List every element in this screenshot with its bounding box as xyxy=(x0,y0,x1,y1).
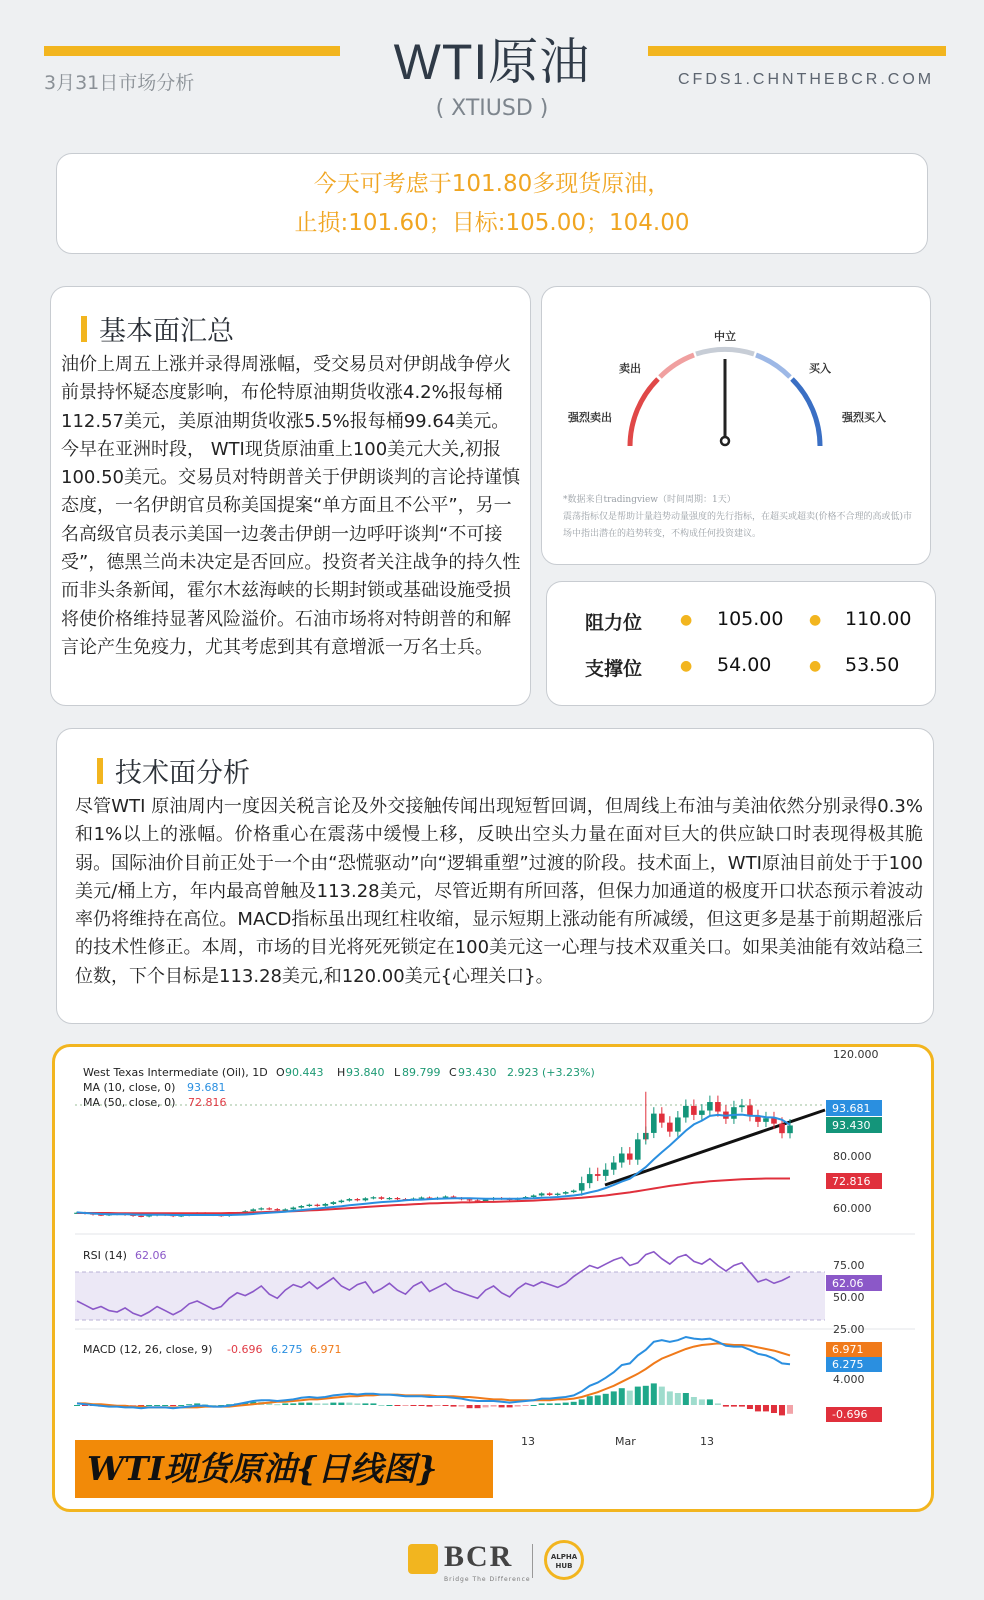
bullet-dot: ● xyxy=(809,658,822,674)
fundamentals-title: 基本面汇总 xyxy=(99,316,234,347)
macd-histogram-bar xyxy=(763,1405,769,1411)
macd-histogram-bar xyxy=(178,1405,184,1406)
ohlc-close-label: C xyxy=(449,1066,457,1079)
fundamentals-heading xyxy=(81,309,234,348)
gauge-arc-sell-soft xyxy=(660,355,694,377)
candle-body xyxy=(467,1199,473,1200)
candle-body xyxy=(627,1154,633,1160)
macd-histogram-bar xyxy=(443,1405,449,1406)
gauge-label-strong-buy: 强烈买入 xyxy=(842,411,886,424)
candle-body xyxy=(379,1197,385,1199)
macd-tick-4: 4.000 xyxy=(833,1373,865,1386)
candle-body xyxy=(579,1183,585,1190)
chart-caption-banner: WTI现货原油{日线图} xyxy=(75,1440,493,1498)
macd-histogram-bar xyxy=(410,1405,416,1406)
macd-histogram-bar xyxy=(611,1391,617,1405)
macd-histogram-bar xyxy=(322,1403,328,1405)
fundamentals-text: 油价上周五上涨并录得周涨幅，受交易员对伊朗战争停火前景持怀疑态度影响，布伦特原油期货收涨4.2%报每桶112.57美元，美原油期货收涨5.5%报每桶99.64美元。今早在亚洲时段， WTI现货原油重上100美元大关,初报100.50美元。交易员对特朗普关于伊朗谈判的言论持谨慎态度，一名伊朗官员称美国提案“单方面且不公平”，另一名高级官员表示美国一边袭击伊朗一边呼吁谈判“不可接受”，德黑兰尚未决定是否回应。投资者关注战争的持久性而非头条新闻，霍尔木兹海峡的长期封锁或基础设施受损将使价格维持显著风险溢价。石油市场将对特朗普的和解言论产生免疫力，尤其考虑到其有意增派一万名士兵。 xyxy=(61,354,521,658)
recommendation-line-2: 止损:101.60；目标:105.00；104.00 xyxy=(294,210,690,236)
ma50-tag: 72.816 xyxy=(832,1175,871,1188)
macd-histogram-bar xyxy=(523,1405,529,1406)
rsi-tick-50: 50.00 xyxy=(833,1291,865,1304)
ma50-label: MA (50, close, 0) xyxy=(83,1096,176,1109)
ohlc-open-label: O xyxy=(276,1066,285,1079)
candle-body xyxy=(779,1124,785,1134)
macd-histogram-bar xyxy=(587,1396,593,1405)
macd-histogram-bar xyxy=(394,1405,400,1406)
macd-histogram-bar xyxy=(659,1387,665,1405)
rsi-value: 62.06 xyxy=(135,1249,167,1262)
ma10-tag: 93.681 xyxy=(832,1102,871,1115)
macd-histogram-bar xyxy=(186,1404,192,1405)
candle-body xyxy=(395,1198,401,1199)
support-resistance-card xyxy=(546,581,936,706)
macd-histogram-bar xyxy=(515,1405,521,1407)
footer-brand xyxy=(0,1538,984,1588)
heading-accent-bar xyxy=(97,758,103,784)
ohlc-open: 90.443 xyxy=(285,1066,324,1079)
heading-accent-bar xyxy=(81,316,87,342)
macd-histogram-bar xyxy=(563,1403,569,1405)
macd-histogram-bar xyxy=(723,1405,729,1407)
gauge-label-sell: 卖出 xyxy=(619,362,641,375)
last-price-tag: 93.430 xyxy=(832,1119,871,1132)
macd-histogram-bar xyxy=(290,1403,296,1405)
candle-body xyxy=(339,1201,345,1203)
macd-histogram-bar xyxy=(314,1403,320,1405)
macd-histogram-bar xyxy=(354,1403,360,1405)
macd-signal-tag: 6.971 xyxy=(832,1343,864,1356)
candle-body xyxy=(635,1139,641,1159)
macd-line-tag: 6.275 xyxy=(832,1358,864,1371)
ticker-symbol: ( XTIUSD ) xyxy=(435,96,549,121)
candle-body xyxy=(587,1174,593,1183)
site-url: CFDS1.CHNTHEBCR.COM xyxy=(678,71,935,88)
gauge-pivot xyxy=(721,437,729,445)
gauge-disclaimer xyxy=(563,492,915,543)
candle-body xyxy=(675,1117,681,1131)
macd-histogram-bar xyxy=(435,1405,441,1406)
macd-histogram-bar xyxy=(194,1403,200,1405)
recommendation-line-1: 今天可考虑于101.80多现货原油， xyxy=(313,171,671,197)
ohlc-low: 89.799 xyxy=(402,1066,441,1079)
macd-histogram-bar xyxy=(715,1403,721,1405)
alpha-hub-logo-icon: ALPHA HUB xyxy=(544,1540,584,1580)
candle-body xyxy=(138,1216,144,1217)
macd-histogram-bar xyxy=(338,1403,344,1405)
macd-histogram-bar xyxy=(274,1404,280,1405)
macd-histogram-bar xyxy=(603,1394,609,1405)
macd-histogram-bar xyxy=(779,1405,785,1415)
macd-signal-value: 6.971 xyxy=(310,1343,342,1356)
candle-body xyxy=(371,1197,377,1198)
macd-histogram-bar xyxy=(627,1391,633,1405)
macd-histogram-bar xyxy=(346,1403,352,1405)
fundamentals-card xyxy=(50,286,531,706)
macd-hist-tag: -0.696 xyxy=(832,1408,868,1421)
candle-body xyxy=(715,1102,721,1112)
resistance-row xyxy=(547,602,935,642)
gauge-arc-buy-soft xyxy=(756,355,790,377)
macd-histogram-bar xyxy=(635,1387,641,1405)
macd-histogram-bar xyxy=(402,1405,408,1406)
rsi-tag: 62.06 xyxy=(832,1277,864,1290)
candle-body xyxy=(619,1154,625,1163)
candle-body xyxy=(347,1199,353,1201)
candle-body xyxy=(266,1208,272,1209)
macd-histogram-bar xyxy=(675,1393,681,1405)
gauge-arc-sell xyxy=(630,379,658,446)
chart-instrument: West Texas Intermediate (Oil), 1D xyxy=(83,1066,268,1079)
price-chart-card xyxy=(52,1044,934,1512)
x-label-mar: Mar xyxy=(615,1435,636,1448)
support-level-1: 54.00 xyxy=(717,654,772,676)
candle-body xyxy=(531,1195,537,1197)
macd-histogram-bar xyxy=(643,1386,649,1405)
price-tick-60: 60.000 xyxy=(833,1202,872,1215)
support-level-2: 53.50 xyxy=(845,654,900,676)
candle-body xyxy=(595,1174,601,1176)
macd-histogram-bar xyxy=(507,1405,513,1407)
macd-histogram-bar xyxy=(731,1405,737,1407)
macd-histogram-bar xyxy=(547,1403,553,1405)
macd-histogram-bar xyxy=(378,1405,384,1406)
macd-histogram-bar xyxy=(298,1403,304,1405)
footer-separator xyxy=(532,1544,533,1578)
technical-title: 技术面分析 xyxy=(115,758,250,789)
macd-histogram-bar xyxy=(170,1405,176,1406)
rsi-label: RSI (14) xyxy=(83,1249,127,1262)
candle-body xyxy=(307,1205,313,1206)
macd-histogram-bar xyxy=(426,1405,432,1407)
x-label-13-feb: 13 xyxy=(521,1435,535,1448)
support-label: 支撑位 xyxy=(585,658,643,680)
macd-histogram-bar xyxy=(787,1405,793,1414)
technical-text: 尽管WTI 原油周内一度因关税言论及外交接触传闻出现短暂回调，但周线上布油与美油依然分别录得0.3%和1%以上的涨幅。价格重心在震荡中缓慢上移，反映出空头力量在面对巨大的供应缺口时表现得极其脆弱。国际油价目前正处于一个由“恐慌驱动”向“逻辑重塑”过渡的阶段。技术面上，WTI原油目前处于于100美元/桶上方，年内最高曾触及113.28美元，尽管近期有所回落，但保力加通道的极度开口状态预示着波动率仍将维持在高位。MACD指标虽出现红柱收缩，显示短期上涨动能有所减缓，但这更多是基于前期超涨后的技术性修正。本周，市场的目光将死死锁定在100美元这一心理与技术双重关口。如果美油能有效站稳三位数，下个目标是113.28美元,和120.00美元{心理关口}。 xyxy=(75,796,923,987)
macd-histogram-bar xyxy=(651,1383,657,1405)
macd-hist-value: -0.696 xyxy=(227,1343,263,1356)
macd-histogram-bar xyxy=(491,1405,497,1407)
resistance-level-1: 105.00 xyxy=(717,608,784,630)
macd-histogram-bar xyxy=(707,1399,713,1405)
candle-body xyxy=(659,1114,665,1123)
candle-body xyxy=(763,1118,769,1122)
ma10-value: 93.681 xyxy=(187,1081,226,1094)
chart-plot-bg xyxy=(73,1055,915,1437)
macd-histogram-bar xyxy=(146,1405,152,1406)
report-date: 3月31日市场分析 xyxy=(44,72,195,94)
gauge-note-line-2: 震荡指标仅是帮助计量趋势动量强度的先行指标，在超买或超卖(价格不合理的高或低)市场中指出潜在的趋势转变，不构成任何投资建议。 xyxy=(563,512,913,539)
macd-histogram-bar xyxy=(499,1405,505,1407)
bcr-tagline: Bridge The Difference xyxy=(444,1576,531,1583)
page-title: WTI原油 xyxy=(393,34,591,90)
ohlc-high: 93.840 xyxy=(346,1066,385,1079)
macd-histogram-bar xyxy=(691,1397,697,1405)
ohlc-low-label: L xyxy=(394,1066,401,1079)
gauge-label-neutral: 中立 xyxy=(714,330,736,343)
macd-histogram-bar xyxy=(451,1405,457,1407)
gauge-note-line-1: *数据来自tradingview（时间周期：1天） xyxy=(563,495,736,505)
candle-body xyxy=(651,1114,657,1133)
candle-body xyxy=(667,1123,673,1132)
candle-body xyxy=(739,1105,745,1107)
macd-histogram-bar xyxy=(571,1402,577,1405)
bcr-logo-text: BCR xyxy=(444,1540,514,1573)
candle-body xyxy=(731,1107,737,1119)
candle-body xyxy=(707,1102,713,1110)
macd-histogram-bar xyxy=(154,1405,160,1406)
candle-body xyxy=(555,1194,561,1195)
support-row xyxy=(547,648,935,688)
resistance-label: 阻力位 xyxy=(585,612,643,634)
macd-histogram-bar xyxy=(330,1403,336,1405)
candle-body xyxy=(603,1170,609,1176)
macd-histogram-bar xyxy=(467,1405,473,1408)
macd-histogram-bar xyxy=(74,1405,80,1406)
resistance-level-2: 110.00 xyxy=(845,608,912,630)
macd-label: MACD (12, 26, close, 9) xyxy=(83,1343,213,1356)
ma10-label: MA (10, close, 0) xyxy=(83,1081,176,1094)
candle-body xyxy=(315,1205,321,1206)
ma50-value: 72.816 xyxy=(188,1096,227,1109)
candle-body xyxy=(250,1209,256,1211)
technical-heading xyxy=(97,751,250,790)
rsi-band xyxy=(75,1272,825,1320)
bullet-dot: ● xyxy=(680,612,693,628)
candle-body xyxy=(291,1208,297,1210)
candle-body xyxy=(387,1198,393,1199)
bullet-dot: ● xyxy=(809,612,822,628)
macd-histogram-bar xyxy=(619,1388,625,1405)
candle-body xyxy=(547,1193,553,1195)
macd-histogram-bar xyxy=(459,1405,465,1407)
macd-histogram-bar xyxy=(539,1403,545,1405)
price-tick-120: 120.000 xyxy=(833,1048,879,1061)
gauge-label-strong-sell: 强烈卖出 xyxy=(568,411,612,424)
candle-body xyxy=(355,1199,361,1200)
macd-histogram-bar xyxy=(595,1395,601,1405)
candle-body xyxy=(611,1163,617,1170)
candle-body xyxy=(571,1191,577,1193)
price-tick-80: 80.000 xyxy=(833,1150,872,1163)
macd-histogram-bar xyxy=(386,1405,392,1406)
candle-body xyxy=(274,1209,280,1210)
sentiment-gauge-card xyxy=(541,286,931,565)
macd-histogram-bar xyxy=(306,1403,312,1405)
candle-body xyxy=(539,1193,545,1195)
macd-histogram-bar xyxy=(771,1405,777,1413)
gauge-label-buy: 买入 xyxy=(809,362,831,375)
recommendation-box xyxy=(56,153,928,254)
bcr-logo-icon xyxy=(408,1544,438,1574)
candle-body xyxy=(699,1111,705,1115)
macd-histogram-bar xyxy=(699,1399,705,1405)
ohlc-high-label: H xyxy=(337,1066,346,1079)
gauge-arc-buy xyxy=(792,379,820,446)
ohlc-close: 93.430 xyxy=(458,1066,497,1079)
candle-body xyxy=(363,1198,369,1200)
macd-histogram-bar xyxy=(747,1405,753,1409)
candle-body xyxy=(691,1106,697,1115)
x-label-13-mar: 13 xyxy=(700,1435,714,1448)
candle-body xyxy=(323,1204,329,1206)
candle-body xyxy=(787,1125,793,1133)
macd-histogram-bar xyxy=(739,1405,745,1407)
rsi-tick-75: 75.00 xyxy=(833,1259,865,1272)
macd-histogram-bar xyxy=(370,1403,376,1405)
candle-body xyxy=(563,1192,569,1194)
macd-line-value: 6.275 xyxy=(271,1343,303,1356)
ohlc-change: 2.923 (+3.23%) xyxy=(507,1066,595,1079)
macd-histogram-bar xyxy=(683,1393,689,1405)
technical-card xyxy=(56,728,934,1024)
macd-histogram-bar xyxy=(362,1403,368,1405)
macd-histogram-bar xyxy=(555,1403,561,1405)
candle-body xyxy=(331,1202,337,1204)
macd-histogram-bar xyxy=(579,1399,585,1405)
candle-body xyxy=(683,1106,689,1118)
macd-histogram-bar xyxy=(483,1405,489,1407)
macd-histogram-bar xyxy=(282,1403,288,1405)
bullet-dot: ● xyxy=(680,658,693,674)
macd-histogram-bar xyxy=(418,1405,424,1406)
macd-histogram-bar xyxy=(475,1405,481,1408)
gauge-arc-neutral xyxy=(696,349,754,354)
macd-histogram-bar xyxy=(162,1405,168,1406)
candle-body xyxy=(299,1206,305,1208)
macd-histogram-bar xyxy=(667,1391,673,1405)
macd-histogram-bar xyxy=(755,1405,761,1411)
candle-body xyxy=(258,1208,264,1209)
rsi-tick-25: 25.00 xyxy=(833,1323,865,1336)
macd-histogram-bar xyxy=(531,1405,537,1406)
